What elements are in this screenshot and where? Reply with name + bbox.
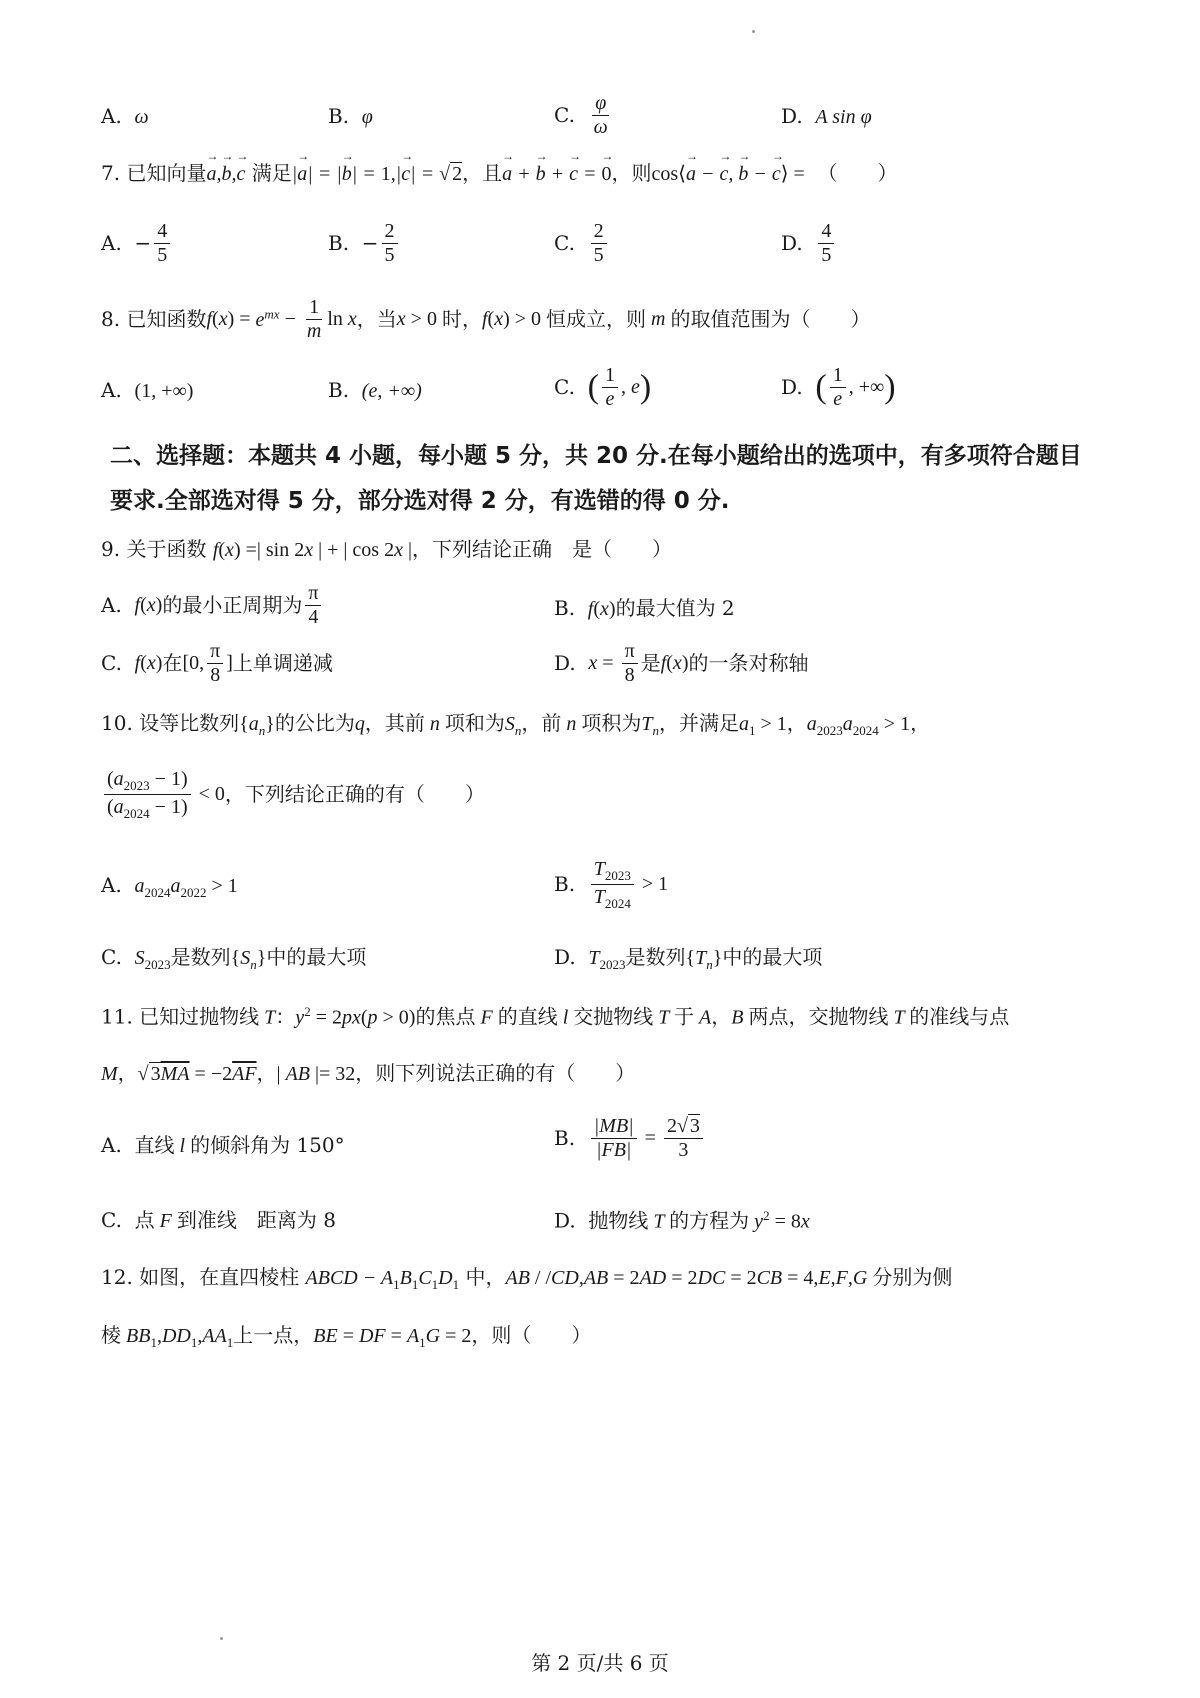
- q10-stem-line-1: 10. 设等比数列$\{a_n\}$的公比为q，其前 n 项和为$S_n$，前 n 项积为$T_n$，并满足$a_1 > 1$，$a_{2023}a_{2024} > 1$，: [101, 711, 931, 738]
- q6-option-d: D. A sin φ: [781, 104, 872, 128]
- q7-option-d: D. $\frac{4}{5}$: [781, 220, 837, 267]
- q9-option-b: B. f(x)的最大值为 2: [554, 596, 735, 620]
- q10-option-b: B. $\frac{T_{2023}}{T_{2024}}$ > 1: [554, 858, 669, 911]
- q10-option-c: C. $S_{2023}$是数列$\{S_n\}$中的最大项: [101, 945, 367, 972]
- page-footer: 第 2 页/共 6 页: [531, 1651, 669, 1675]
- q7-option-b: B. − $\frac{2}{5}$: [328, 220, 401, 267]
- q12-stem-line-1: 12. 如图，在直四棱柱 ABCD − $A_1B_1C_1D_1$ 中，AB / /CD,AB = 2AD = 2DC = 2CB = 4,E,F,G 分别为侧: [101, 1265, 953, 1292]
- q9-option-d: D. x = $\frac{\pi}{8}$ 是f(x)的一条对称轴: [554, 640, 809, 686]
- q9-stem: 9. 关于函数 f(x) =| sin 2x | + | cos 2x |，下列结论正确 是（ ）: [101, 537, 672, 561]
- section-2-heading-line-1: 二、选择题：本题共 4 小题，每小题 5 分，共 20 分.在每小题给出的选项中，有多项符合题目: [110, 443, 1082, 469]
- q7-option-a: A. − $\frac{4}{5}$: [101, 220, 173, 267]
- q10-stem-line-2: $\frac{(a_{2023} - 1)}{(a_{2024} - 1)}$ < 0，下列结论正确的有（ ）: [101, 767, 485, 822]
- q9-option-c: C. f(x)在[0, $\frac{\pi}{8}$ ]上单调递减: [101, 640, 333, 686]
- q8-option-c: C. ( $\frac{1}{e}$ , e): [554, 364, 652, 410]
- q8-stem: 8. 已知函数$f(x) = e^{mx}$ − $\frac{1}{m}$ ln x，当x > 0 时，f(x) > 0 恒成立，则 m 的取值范围为（ ）: [101, 296, 871, 342]
- q8-option-d: D. ( $\frac{1}{e}$ , +∞): [781, 364, 896, 410]
- scan-speck: [752, 30, 755, 33]
- q7-stem: 7. 已知向量→ a,→ b,→ c 满足|→ a| = |→ b| = 1,|→ c| = √ 2，且→ a + → b + → c = → 0，则cos⟨→ a − → c, → b − → c⟩ = （ ）: [101, 161, 898, 187]
- q11-option-b: B. $\frac{|MB|}{|FB|}$ = $\frac{2√ 3}{3}$: [554, 1115, 706, 1162]
- q6-option-a: A. ω: [101, 104, 149, 128]
- q11-option-c: C. 点 F 到准线 距离为 8: [101, 1208, 336, 1232]
- q9-option-a: A. f(x)的最小正周期为 $\frac{\pi}{4}$: [101, 582, 324, 629]
- q8-option-b: B. (e, +∞): [328, 378, 422, 402]
- q6-option-b: B. φ: [328, 104, 373, 128]
- q11-option-a: A. 直线 l 的倾斜角为 150°: [101, 1133, 345, 1157]
- q11-stem-line-2: M，√ $3\overline{MA} = -2\overline{AF}$，| AB |= 32，则下列说法正确的有（ ）: [101, 1061, 636, 1085]
- scan-speck: [220, 1637, 223, 1640]
- q11-stem-line-1: 11. 已知过抛物线 T：$y^2 = 2px(p > 0)$的焦点 F 的直线 l 交抛物线 T 于 A，B 两点，交抛物线 T 的准线与点: [101, 1004, 1010, 1029]
- q7-option-c: C. $\frac{2}{5}$: [554, 220, 610, 267]
- q12-stem-line-2: 棱 $BB_1,DD_1,AA_1$上一点，BE = DF = $A_1G = 2$，则（ ）: [101, 1323, 592, 1350]
- q10-option-d: D. $T_{2023}$是数列$\{T_n\}$中的最大项: [554, 945, 823, 972]
- q11-option-d: D. 抛物线 T 的方程为 $y^2 = 8x$: [554, 1208, 810, 1233]
- section-2-heading-line-2: 要求.全部选对得 5 分，部分选对得 2 分，有选错的得 0 分.: [110, 488, 730, 514]
- q6-option-c: C. $\frac{\varphi}{\omega}$: [554, 92, 608, 138]
- q10-option-a: A. $a_{2024}a_{2022} > 1$: [101, 873, 238, 900]
- q8-option-a: A. (1, +∞): [101, 378, 194, 402]
